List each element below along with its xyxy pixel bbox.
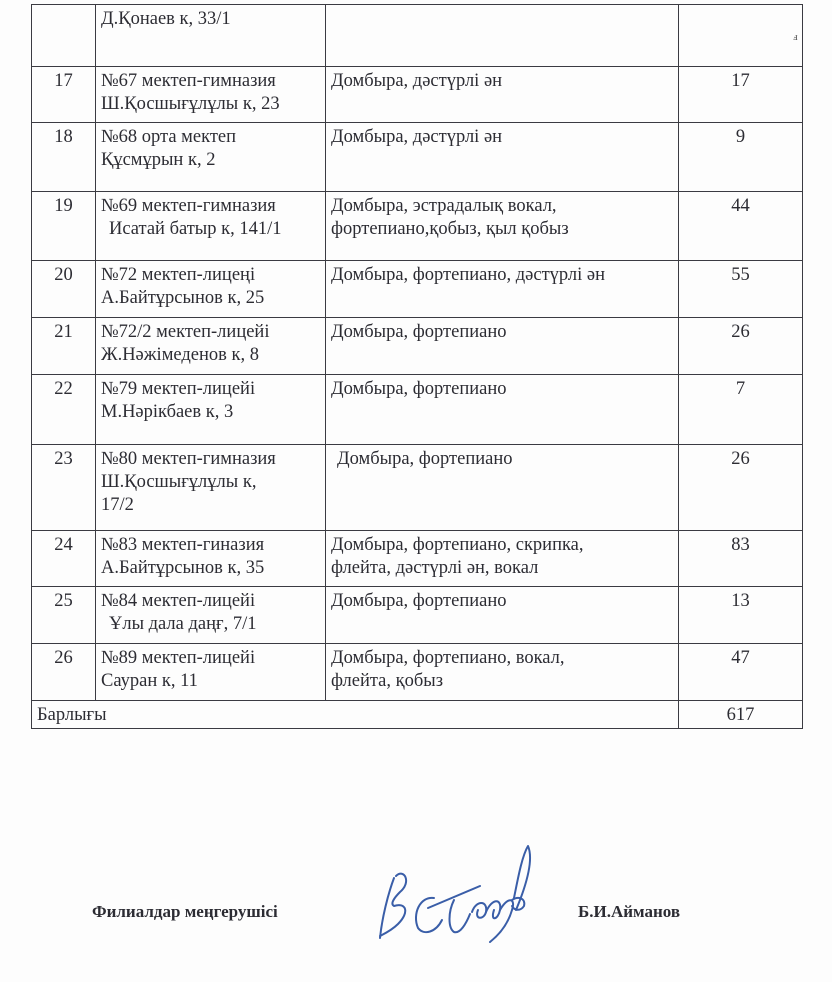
- corner-mark: ⅎ: [793, 31, 798, 43]
- subjects-line: флейта, дәстүрлі ән, вокал: [331, 558, 539, 578]
- subjects-line: Домбыра, дәстүрлі ән: [331, 127, 503, 147]
- subjects-cell: [326, 318, 679, 375]
- school-cell: [96, 318, 326, 375]
- subjects-line: Домбыра, фортепиано: [331, 322, 507, 342]
- subjects-cell: [326, 375, 679, 445]
- count-cell: [679, 5, 803, 67]
- table-row: [32, 67, 803, 123]
- school-name: №80 мектеп-гимназия: [101, 449, 276, 469]
- row-number: 24: [32, 531, 96, 587]
- school-address: М.Нәрікбаев к, 3: [101, 402, 234, 422]
- school-address: Ұлы дала даңғ, 7/1: [109, 614, 257, 634]
- row-number: 17: [32, 67, 96, 123]
- total-label: Барлығы: [32, 701, 679, 729]
- schools-table: [31, 4, 803, 729]
- school-cell: [96, 192, 326, 261]
- school-name: №69 мектеп-гимназия: [101, 196, 276, 216]
- total-row: [32, 701, 803, 729]
- table-row-partial: [32, 5, 803, 67]
- table-row: [32, 587, 803, 644]
- school-name: №83 мектеп-гиназия: [101, 535, 265, 555]
- student-count: 13: [679, 587, 803, 644]
- student-count: 83: [679, 531, 803, 587]
- subjects-line: Домбыра, фортепиано: [331, 591, 507, 611]
- subjects-cell: [326, 261, 679, 318]
- subjects-cell: [326, 192, 679, 261]
- subjects-line: Домбыра, фортепиано, вокал,: [331, 648, 565, 668]
- school-address: Исатай батыр к, 141/1: [109, 219, 282, 239]
- subjects-line: Домбыра, фортепиано: [337, 449, 513, 469]
- school-address: Ш.Қосшығұлұлы к,: [101, 472, 257, 492]
- subjects-line: флейта, қобыз: [331, 671, 444, 691]
- row-number: 25: [32, 587, 96, 644]
- school-name: №84 мектеп-лицейі: [101, 591, 256, 611]
- student-count: 44: [679, 192, 803, 261]
- signatory-name: Б.И.Айманов: [578, 902, 681, 921]
- school-cell: [96, 67, 326, 123]
- subjects-cell: [326, 445, 679, 531]
- table-row: [32, 445, 803, 531]
- school-cell: [96, 644, 326, 701]
- school-name: №67 мектеп-гимназия: [101, 71, 276, 91]
- row-number: 19: [32, 192, 96, 261]
- school-cell: [96, 261, 326, 318]
- subjects-cell: [326, 531, 679, 587]
- student-count: 26: [679, 318, 803, 375]
- school-cell: [96, 445, 326, 531]
- subjects-line: Домбыра, эстрадалық вокал,: [331, 196, 557, 216]
- student-count: 17: [679, 67, 803, 123]
- school-cell: [96, 587, 326, 644]
- table-row: [32, 531, 803, 587]
- school-address: А.Байтұрсынов к, 35: [101, 558, 265, 578]
- row-number: 21: [32, 318, 96, 375]
- student-count: 9: [679, 123, 803, 192]
- school-address: Ж.Нәжімеденов к, 8: [101, 345, 259, 365]
- subjects-cell: [326, 587, 679, 644]
- table-row: [32, 123, 803, 192]
- subjects-cell: [326, 67, 679, 123]
- subjects-line: Домбыра, фортепиано, дәстүрлі ән: [331, 265, 606, 285]
- student-count: 7: [679, 375, 803, 445]
- school-cell: [96, 5, 326, 67]
- school-address: А.Байтұрсынов к, 25: [101, 288, 265, 308]
- table-row: [32, 261, 803, 318]
- subjects-line: Домбыра, фортепиано, скрипка,: [331, 535, 584, 555]
- row-number: 23: [32, 445, 96, 531]
- subjects-cell: [326, 5, 679, 67]
- total-value: 617: [679, 701, 803, 729]
- school-cell: [96, 531, 326, 587]
- subjects-cell: [326, 644, 679, 701]
- table-row: [32, 318, 803, 375]
- subjects-line: Домбыра, дәстүрлі ән: [331, 71, 503, 91]
- school-cell: [96, 375, 326, 445]
- row-number: 22: [32, 375, 96, 445]
- school-name: №79 мектеп-лицейі: [101, 379, 256, 399]
- table-row: [32, 375, 803, 445]
- table-row: [32, 192, 803, 261]
- row-number: 20: [32, 261, 96, 318]
- school-name: №72 мектеп-лицеңі: [101, 265, 256, 285]
- subjects-line: Домбыра, фортепиано: [331, 379, 507, 399]
- row-number: 26: [32, 644, 96, 701]
- position-title: Филиалдар меңгерушісі: [92, 902, 278, 921]
- table-row: [32, 644, 803, 701]
- school-address: Д.Қонаев к, 33/1: [101, 9, 231, 29]
- school-address: Құсмұрын к, 2: [101, 150, 216, 170]
- school-name: №89 мектеп-лицейі: [101, 648, 256, 668]
- school-address: Ш.Қосшығұлұлы к, 23: [101, 94, 280, 114]
- subjects-line: фортепиано,қобыз, қыл қобыз: [331, 219, 569, 239]
- student-count: 55: [679, 261, 803, 318]
- student-count: 26: [679, 445, 803, 531]
- student-count: 47: [679, 644, 803, 701]
- row-number: 18: [32, 123, 96, 192]
- school-address: Сауран к, 11: [101, 671, 198, 691]
- school-name: №72/2 мектеп-лицейі: [101, 322, 270, 342]
- school-cell: [96, 123, 326, 192]
- signature-icon: [368, 838, 543, 948]
- row-number-cell: [32, 5, 96, 67]
- school-address: 17/2: [101, 495, 134, 515]
- school-name: №68 орта мектеп: [101, 127, 237, 147]
- subjects-cell: [326, 123, 679, 192]
